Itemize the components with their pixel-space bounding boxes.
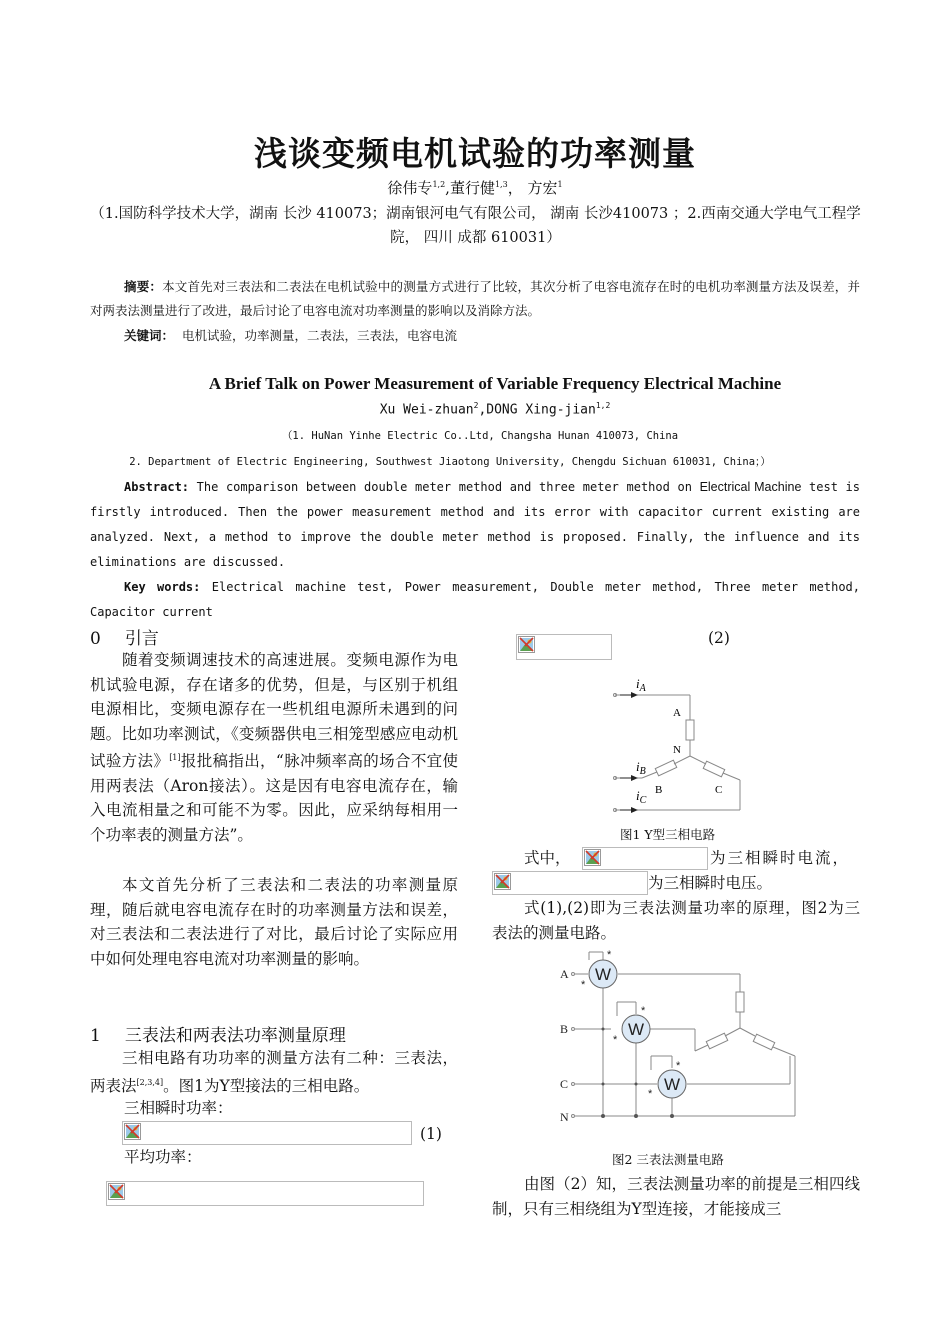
section-title: 三表法和两表法功率测量原理 — [124, 1026, 346, 1046]
english-title: A Brief Talk on Power Measurement of Variable Frequency Electrical Machine — [208, 374, 782, 393]
english-keywords — [90, 575, 860, 625]
average-power-label: 平均功率： — [124, 1148, 202, 1166]
english-abstract-text: test is firstly introduced. Then the power measurement method and its error with capacitor current existing are analyzed. Next, a method to improve the double meter method is proposed. Finally, the influence and its eliminations are discussed. — [90, 480, 861, 569]
equation-1-number: (1) — [420, 1125, 442, 1143]
author-list — [0, 177, 950, 198]
phase-a-label: A — [673, 707, 681, 719]
figure-2-three-meter-circuit — [555, 950, 805, 1128]
english-authors — [0, 401, 950, 417]
english-author-mark: 2 — [473, 401, 479, 410]
polarity-mark: * — [613, 1034, 618, 1046]
phase-b-label: B — [655, 784, 663, 796]
formula-note-a: 式中， — [524, 849, 571, 867]
polarity-mark: * — [648, 1088, 653, 1100]
keywords-label: 关键词： — [124, 328, 175, 343]
voltage-symbols-image — [492, 871, 648, 895]
abstract-text: 本文首先对三表法和二表法在电机试验中的测量方式进行了比较，其次分析了电容电流存在时的电机功率测量方法及误差，并对两表法测量进行了改进，最后讨论了电容电流对功率测量的影响以及消除方法。 — [90, 279, 860, 318]
section-heading-0 — [90, 624, 159, 649]
section-heading-1 — [90, 1021, 346, 1046]
equation-2-image — [516, 634, 612, 660]
equation-1-image — [122, 1121, 412, 1145]
paragraph-text: 随着变频调速技术的高速进展。变频电源作为电机试验电源，存在诸多的优势，但是，与区别于机组电源相比，变频电源存在一些机组电源所未遇到的问题。比如功率测试，《变频器供电三相笼型感应电动机试验方法》 — [90, 651, 458, 771]
broken-image-icon — [584, 849, 601, 866]
english-abstract-label: Abstract: — [124, 480, 190, 494]
english-author: ,DONG Xing-jian — [478, 402, 596, 418]
author-name: ,董行健 — [445, 179, 495, 197]
english-author-mark: 1,2 — [595, 401, 611, 410]
paragraph-text: 三相电路有功功率的测量方法有二种：三表法，两表法 — [90, 1049, 458, 1095]
method-paragraph — [90, 1046, 458, 1098]
paragraph-text: 报批稿指出，“脉冲频率高的场合不宜使用两表法（Aron接法）。这是因有电容电流存在，输入电流相量之和可能不为零。因此，应采纳每相用一个功率表的测量方法”。 — [90, 752, 458, 844]
english-affiliation-2: 2. Department of Electric Engineering, Southwest Jiaotong University, Chengdu Sichuan 610031, China；） — [129, 456, 771, 468]
broken-image-icon — [518, 636, 535, 653]
english-author: Xu Wei-zhuan — [379, 402, 474, 418]
line-c-label: C — [560, 1077, 569, 1091]
broken-image-icon — [108, 1183, 125, 1200]
author-affil-mark: 1,2 — [432, 180, 446, 189]
polarity-mark: * — [641, 1005, 646, 1017]
neutral-label: N — [673, 744, 681, 756]
intro-paragraph-2: 本文首先分析了三表法和二表法的功率测量原理，随后就电容电流存在时的功率测量方法和误差，对三表法和二表法进行了对比，最后讨论了实际应用中如何处理电容电流对功率测量的影响。 — [90, 876, 458, 968]
abstract-label: 摘要： — [124, 279, 163, 294]
figure-1-y-circuit — [600, 668, 750, 818]
figure-1-caption: 图1 Y型三相电路 — [620, 827, 716, 842]
keywords-text: 电机试验，功率测量，二表法，三表法，电容电流 — [181, 328, 457, 343]
section-number: 1 — [90, 1026, 101, 1046]
english-affiliation-1: （1. HuNan Yinhe Electric Co..Ltd, Changsha Hunan 410073, China — [281, 430, 679, 442]
formula-note-c: 为三相瞬时电压。 — [648, 874, 773, 892]
polarity-mark: * — [581, 979, 586, 991]
instant-power-label: 三相瞬时功率： — [124, 1099, 233, 1117]
citation: [1] — [169, 753, 181, 762]
paragraph-text: 。图1为Y型接法的三相电路。 — [163, 1076, 370, 1095]
abstract-cn — [90, 275, 860, 323]
citation: [2,3,4] — [136, 1077, 164, 1087]
english-keywords-text: Electrical machine test, Power measurement, Double meter method, Three meter method, Capacitor current — [90, 580, 861, 619]
line-n-label: N — [560, 1110, 569, 1124]
phase-c-label: C — [715, 784, 723, 796]
author-name: 徐伟专 — [387, 179, 433, 197]
intro-paragraph — [90, 648, 458, 847]
english-abstract — [90, 475, 860, 575]
analysis-paragraph: 由图（2）知，三表法测量功率的前提是三相四线制，只有三相绕组为Y型连接，才能接成三 — [492, 1175, 860, 1218]
section-number: 0 — [90, 629, 101, 649]
current-ia-label: $i_A$ — [636, 676, 646, 694]
wattmeter-3-label: W — [663, 1075, 681, 1094]
current-ic-label: $i_C$ — [636, 788, 647, 806]
affiliation-cn: （1.国防科学技术大学，湖南 长沙 410073；湖南银河电气有限公司， 湖南 长沙410073 ；2.西南交通大学电气工程学院， 四川 成都 610031） — [90, 206, 861, 246]
principle-paragraph: 式(1),(2)即为三表法测量功率的原理，图2为三表法的测量电路。 — [492, 899, 860, 942]
english-abstract-text: The comparison between double meter method and three meter method on — [189, 480, 700, 494]
paper-title: 浅谈变频电机试验的功率测量 — [254, 134, 696, 173]
broken-image-icon — [494, 873, 511, 890]
keywords-cn — [124, 326, 457, 344]
equation-2-number: (2) — [708, 629, 730, 647]
author-affil-mark: 1,3 — [494, 180, 508, 189]
wattmeter-1-label: W — [594, 965, 612, 984]
line-b-label: B — [560, 1022, 569, 1036]
figure-2-caption: 图2 三表法测量电路 — [612, 1152, 724, 1167]
current-ib-label: $i_B$ — [636, 759, 646, 777]
wattmeter-2-label: W — [627, 1020, 645, 1039]
formula-note-b: 为三相瞬时电流， — [710, 849, 851, 867]
polarity-mark: * — [676, 1060, 681, 1072]
current-symbols-image — [582, 847, 708, 870]
broken-image-icon — [124, 1123, 141, 1140]
equation-avg-image — [106, 1181, 424, 1206]
author-affil-mark: 1 — [557, 180, 563, 189]
section-title: 引言 — [124, 629, 159, 649]
english-keywords-label: Key words: — [124, 580, 201, 594]
english-abstract-emphasis: Electrical Machine — [699, 480, 802, 494]
author-name: ， 方宏 — [507, 179, 558, 197]
line-a-label: A — [560, 967, 569, 981]
polarity-mark: * — [607, 950, 612, 961]
